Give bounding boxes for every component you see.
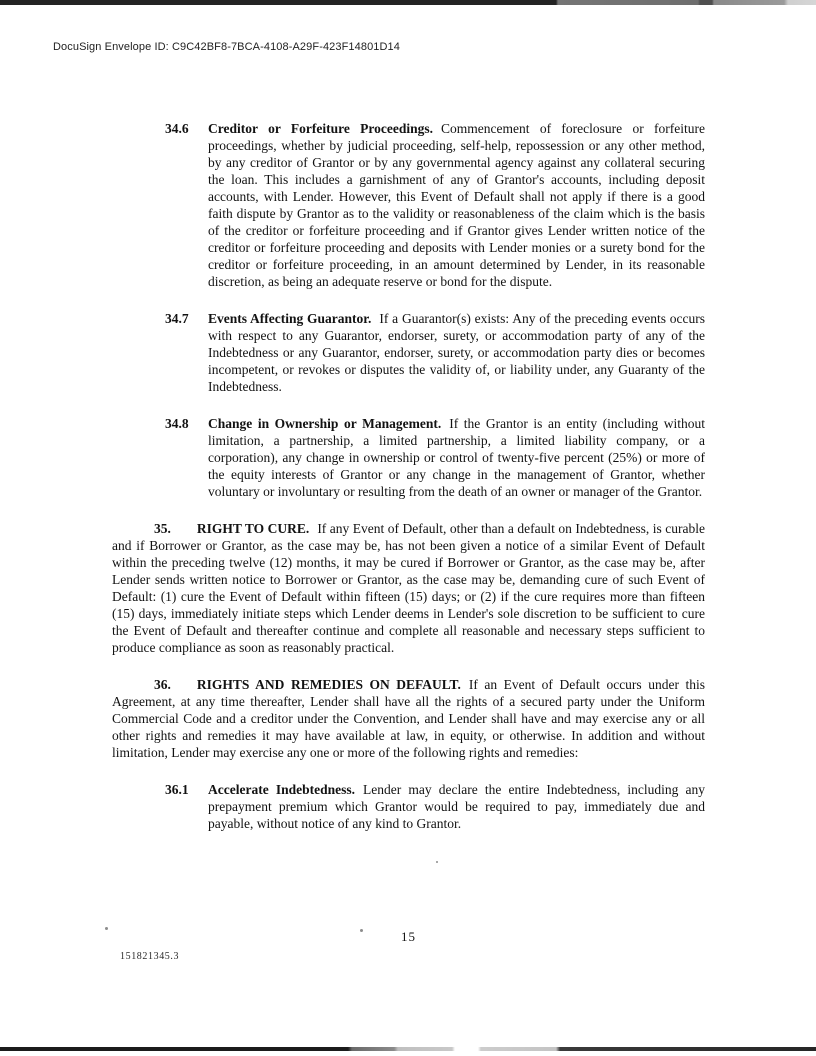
- subsection-paragraph: [208, 781, 705, 832]
- subsection-heading: Events Affecting Guarantor.: [208, 311, 372, 326]
- subsection-36-1: [165, 781, 705, 832]
- section-36: [112, 676, 705, 761]
- scan-artifact-top-bar: [0, 0, 816, 5]
- scan-speck: [436, 861, 438, 863]
- section-heading: RIGHT TO CURE.: [196, 521, 310, 536]
- subsection-body-text: Lender may declare the entire Indebtedness, including any prepayment premium which Grantor would be required to pay, immediately due and payable, without notice of any kind to Grantor.: [208, 782, 705, 831]
- section-body-text: If any Event of Default, other than a default on Indebtedness, is curable and if Borrower or Grantor, as the case may be, has not been given a notice of a similar Event of Default within the preceding twelve (12) months, it may be cured if Borrower or Grantor, as the case may be, after Lender sends written notice to Borrower or Grantor, as the case may be, demanding cure of such Event of Default: (1) cure the Event of Default within fifteen (15) days; or (2) if the cure requires more than fifteen (15) days, immediately initiate steps which Lender deems in Lender's sole discretion to be sufficient to cure the Event of Default and thereafter continue and complete all reasonable and necessary steps sufficient to produce compliance as soon as reasonably practical.: [112, 521, 706, 655]
- subsection-heading: Creditor or Forfeiture Proceedings.: [208, 121, 434, 136]
- subsection-number: 34.6: [165, 121, 189, 136]
- subsection-paragraph: [208, 415, 705, 500]
- page-number: 15: [401, 929, 416, 944]
- section-35: [112, 520, 705, 656]
- scan-speck: [105, 927, 108, 930]
- subsection-heading: Change in Ownership or Management.: [208, 416, 442, 431]
- subsection-34-6: [165, 120, 705, 290]
- document-body: [112, 120, 705, 852]
- subsection-body-text: If a Guarantor(s) exists: Any of the preceding events occurs with respect to any Guarantor, endorser, surety, or accommodation party of any of the Indebtedness or any Guarantor, endorser, surety, or accommodation party dies or becomes incompetent, or revokes or disputes the validity of, or liability under, any Guaranty of the Indebtedness.: [208, 311, 705, 394]
- subsection-number: 34.8: [165, 416, 189, 431]
- subsection-heading: Accelerate Indebtedness.: [208, 782, 355, 797]
- section-body-text: If an Event of Default occurs under this Agreement, at any time thereafter, Lender shall have all the rights of a secured party under the Uniform Commercial Code and a creditor under the Convention, and Lender shall have and may exercise any or all other rights and remedies it may have available at law, in equity, or otherwise. In addition and without limitation, Lender may exercise any one or more of the following rights and remedies:: [112, 677, 705, 760]
- subsection-body-text: Commencement of foreclosure or forfeiture proceedings, whether by judicial proceeding, self-help, repossession or any other method, by any creditor of Grantor or by any governmental agency against any collateral securing the loan. This includes a garnishment of any of Grantor's accounts, including deposit accounts, with Lender. However, this Event of Default shall not apply if there is a good faith dispute by Grantor as to the validity or reasonableness of the claim which is the basis of the creditor or forfeiture proceeding and if Grantor gives Lender written notice of the creditor or forfeiture proceeding and deposits with Lender monies or a surety bond for the creditor or forfeiture proceeding, in an amount determined by Lender, in its reasonable discretion, as being an adequate reserve or bond for the dispute.: [208, 121, 705, 289]
- scan-artifact-bottom-bar: [0, 1047, 816, 1051]
- section-heading: RIGHTS AND REMEDIES ON DEFAULT.: [196, 677, 461, 692]
- subsection-number: 36.1: [165, 782, 189, 797]
- subsection-34-8: [165, 415, 705, 500]
- section-number: 35.: [154, 521, 171, 536]
- section-number: 36.: [154, 677, 171, 692]
- subsection-paragraph: [208, 120, 705, 290]
- document-control-number: 151821345.3: [120, 951, 180, 962]
- subsection-number: 34.7: [165, 311, 189, 326]
- docusign-envelope-id: DocuSign Envelope ID: C9C42BF8-7BCA-4108-A29F-423F14801D14: [53, 41, 400, 53]
- subsection-paragraph: [208, 310, 705, 395]
- subsection-body-text: If the Grantor is an entity (including without limitation, a partnership, a limited partnership, a limited liability company, or a corporation), any change in ownership or control of twenty-five percent (25%) or more of the equity interests of Grantor or any change in the management of Grantor, whether voluntary or involuntary or resulting from the death of an owner or manager of the Grantor.: [208, 416, 705, 499]
- subsection-34-7: [165, 310, 705, 395]
